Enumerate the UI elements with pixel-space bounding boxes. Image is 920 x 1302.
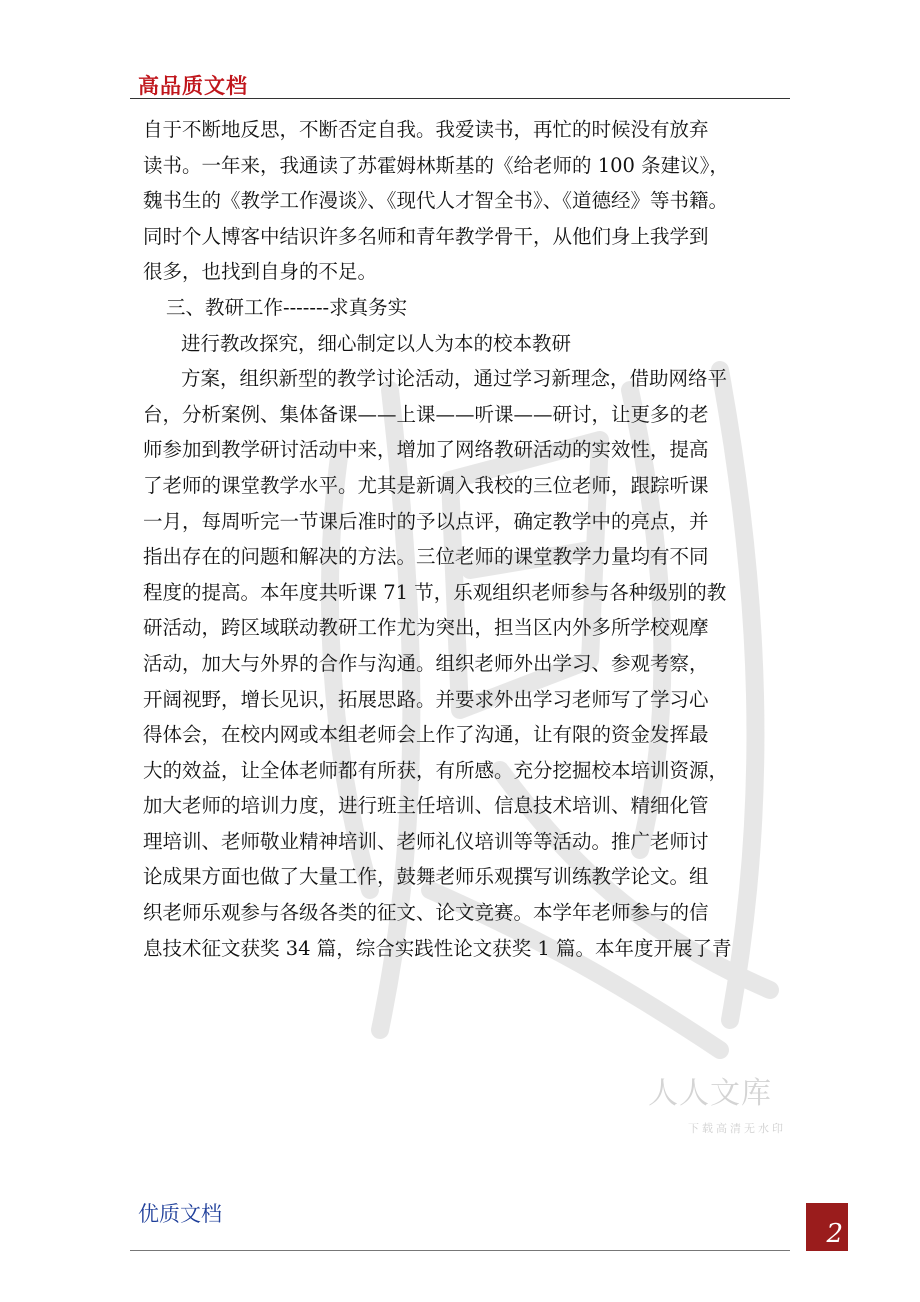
watermark-subtitle: 下载高清无水印 [688, 1122, 786, 1135]
body-line: 活动，加大与外界的合作与沟通。组织老师外出学习、参观考察， [143, 651, 709, 675]
header-title: 高品质文档 [138, 74, 248, 98]
body-line: 开阔视野，增长见识，拓展思路。并要求外出学习老师写了学习心 [143, 687, 709, 711]
body-line: 师参加到教学研讨活动中来，增加了网络教研活动的实效性，提高 [143, 438, 709, 462]
header-divider [130, 98, 790, 99]
page-number: 2 [826, 1219, 843, 1249]
body-line: 织老师乐观参与各级各类的征文、论文竞赛。本学年老师参与的信 [143, 901, 709, 925]
watermark-brand: 人人文库 [648, 1076, 772, 1111]
section-heading: 三、教研工作-------求真务实 [166, 295, 408, 319]
document-body [143, 112, 783, 966]
body-line: 很多，也找到自身的不足。 [143, 260, 378, 284]
footer-title: 优质文档 [138, 1202, 222, 1226]
body-line: 进行教改探究，细心制定以人为本的校本教研 [181, 331, 572, 355]
body-line: 方案，组织新型的教学讨论活动，通过学习新理念，借助网络平 [181, 367, 728, 391]
body-line: 同时个人博客中结识许多名师和青年教学骨干，从他们身上我学到 [143, 224, 709, 248]
body-line: 了老师的课堂教学水平。尤其是新调入我校的三位老师，跟踪听课 [143, 473, 709, 497]
body-line: 加大老师的培训力度，进行班主任培训、信息技术培训、精细化管 [143, 794, 709, 818]
body-line: 研活动，跨区域联动教研工作尤为突出，担当区内外多所学校观摩 [143, 616, 709, 640]
body-line: 大的效益，让全体老师都有所获，有所感。充分挖掘校本培训资源， [143, 758, 729, 782]
body-line: 读书。一年来，我通读了苏霍姆林斯基的《给老师的 100 条建议》， [143, 153, 729, 177]
body-line: 得体会，在校内网或本组老师会上作了沟通，让有限的资金发挥最 [143, 723, 709, 747]
body-line: 魏书生的《教学工作漫谈》、《现代人才智全书》、《道德经》等书籍。 [143, 189, 729, 213]
body-line: 理培训、老师敬业精神培训、老师礼仪培训等等活动。推广老师讨 [143, 829, 709, 853]
body-line: 指出存在的问题和解决的方法。三位老师的课堂教学力量均有不同 [143, 545, 709, 569]
body-line: 论成果方面也做了大量工作，鼓舞老师乐观撰写训练教学论文。组 [143, 865, 709, 889]
footer-divider [130, 1250, 790, 1251]
body-line: 程度的提高。本年度共听课 71 节，乐观组织老师参与各种级别的教 [143, 580, 727, 604]
body-line: 自于不断地反思，不断否定自我。我爱读书，再忙的时候没有放弃 [143, 118, 709, 141]
page-number-badge [806, 1203, 848, 1251]
body-line: 台，分析案例、集体备课——上课——听课——研讨，让更多的老 [143, 402, 709, 426]
body-line: 一月，每周听完一节课后准时的予以点评，确定教学中的亮点，并 [143, 509, 709, 533]
body-line: 息技术征文获奖 34 篇，综合实践性论文获奖 1 篇。本年度开展了青 [143, 936, 732, 960]
